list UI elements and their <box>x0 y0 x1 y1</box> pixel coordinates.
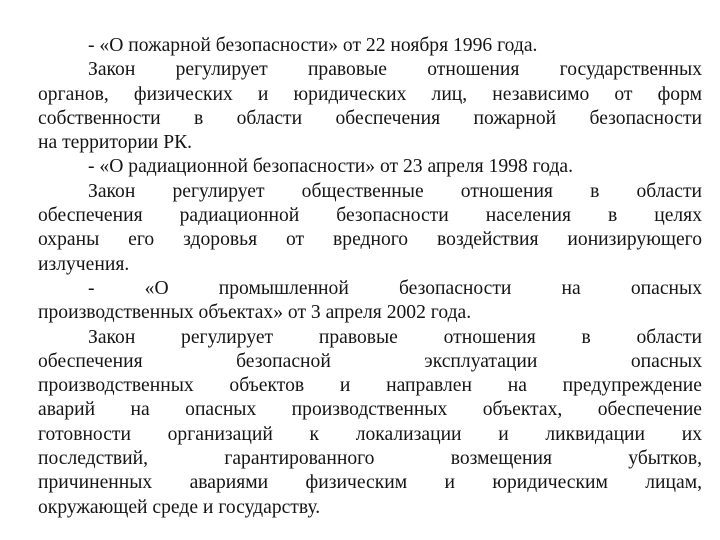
text-line: аварий на опасных производственных объектах, обеспечение <box>38 399 702 421</box>
text-line: Закон регулирует правовые отношения государственных <box>88 59 702 81</box>
text-line: обеспечения безопасной эксплуатации опасных <box>38 350 702 372</box>
text-line: причиненных авариями физическим и юридическим лицам, <box>38 472 702 494</box>
text-line: готовности организаций к локализации и ликвидации их <box>38 423 702 445</box>
text-line: окружающей среде и государству. <box>38 496 321 518</box>
text-line: - «О радиационной безопасности» от 23 апреля 1998 года. <box>88 156 574 178</box>
text-line: - «О промышленной безопасности на опасных <box>88 277 702 299</box>
text-line: Закон регулирует правовые отношения в области <box>88 326 702 348</box>
text-line: излучения. <box>38 253 130 275</box>
text-line: на территории РК. <box>38 132 193 154</box>
text-line: производственных объектах» от 3 апреля 2002 года. <box>38 302 472 324</box>
text-line: последствий, гарантированного возмещения убытков, <box>38 448 702 470</box>
text-line: органов, физических и юридических лиц, независимо от форм <box>38 83 702 105</box>
text-line: производственных объектов и направлен на предупреждение <box>38 375 702 397</box>
text-line: Закон регулирует общественные отношения в области <box>88 180 702 202</box>
text-line: собственности в области обеспечения пожарной безопасности <box>38 107 702 129</box>
text-line: - «О пожарной безопасности» от 22 ноября 1996 года. <box>88 35 538 56</box>
document-body <box>38 34 702 520</box>
text-line: охраны его здоровья от вредного воздействия ионизирующего <box>38 229 702 251</box>
text-line: обеспечения радиационной безопасности населения в целях <box>38 205 702 227</box>
